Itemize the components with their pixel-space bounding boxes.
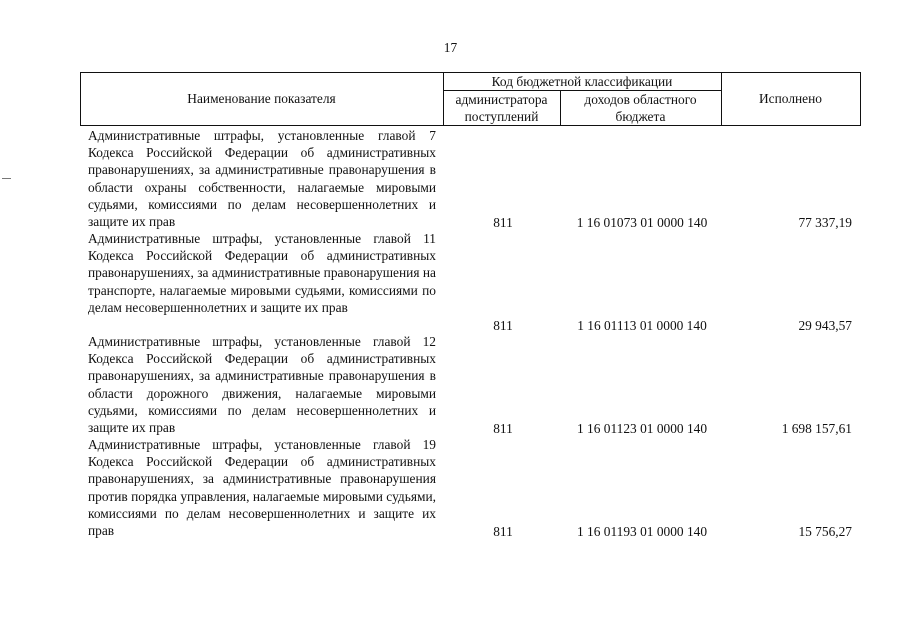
header-col-name: Наименование показателя <box>187 91 336 106</box>
revenue-code: 1 16 01193 01 0000 140 <box>576 523 708 539</box>
header-budget-classification: Код бюджетной классификации <box>491 74 673 89</box>
header-bottom-border <box>80 125 861 126</box>
table-row <box>88 230 860 334</box>
page-number: 17 <box>443 40 458 55</box>
indicator-name: Административные штрафы, установленные главой 7 Кодекса Российской Федерации об административных правонарушениях, за административные правонарушения в области охраны собственности, налагаемые мировыми судьями, комиссиями по делам несовершеннолетних и защите их прав <box>88 128 436 230</box>
revenue-code: 1 16 01113 01 0000 140 <box>577 317 707 333</box>
scan-mark <box>2 178 11 179</box>
executed-amount: 1 698 157,61 <box>781 420 852 436</box>
executed-amount: 15 756,27 <box>798 523 852 539</box>
admin-code: 811 <box>493 317 513 333</box>
header-col-revenue <box>560 91 721 125</box>
table-row <box>88 127 860 231</box>
header-col-admin-line1: администратора <box>455 92 548 107</box>
indicator-name: Административные штрафы, установленные главой 19 Кодекса Российской Федерации об административных правонарушениях, за административные правонарушения против порядка управления, налагаемые мировыми судьями, комиссиями по делам несовершеннолетних и защите их прав <box>88 437 436 539</box>
revenue-code: 1 16 01123 01 0000 140 <box>576 420 708 436</box>
header-col-executed: Исполнено <box>759 91 822 106</box>
header-col-admin-line2: поступлений <box>464 109 539 124</box>
indicator-name: Административные штрафы, установленные главой 11 Кодекса Российской Федерации об административных правонарушениях, за административные правонарушения на транспорте, налагаемые мировыми судьями, комиссиями по делам несовершеннолетних и защите их прав <box>88 231 436 315</box>
executed-amount: 29 943,57 <box>798 317 852 333</box>
revenue-code: 1 16 01073 01 0000 140 <box>576 214 708 230</box>
header-col-admin <box>443 91 560 125</box>
header-col-revenue-line1: доходов областного <box>584 92 697 107</box>
table-row <box>88 436 860 540</box>
admin-code: 811 <box>493 420 513 436</box>
admin-code: 811 <box>493 214 513 230</box>
indicator-name: Административные штрафы, установленные главой 12 Кодекса Российской Федерации об административных правонарушениях, за административные правонарушения в области дорожного движения, налагаемые мировыми судьями, комиссиями по делам несовершеннолетних и защите их прав <box>88 334 436 436</box>
header-col-revenue-line2: бюджета <box>615 109 666 124</box>
header-right-border <box>860 72 861 126</box>
executed-amount: 77 337,19 <box>798 214 852 230</box>
table-row <box>88 333 860 437</box>
admin-code: 811 <box>493 523 513 539</box>
table-header <box>80 72 860 126</box>
